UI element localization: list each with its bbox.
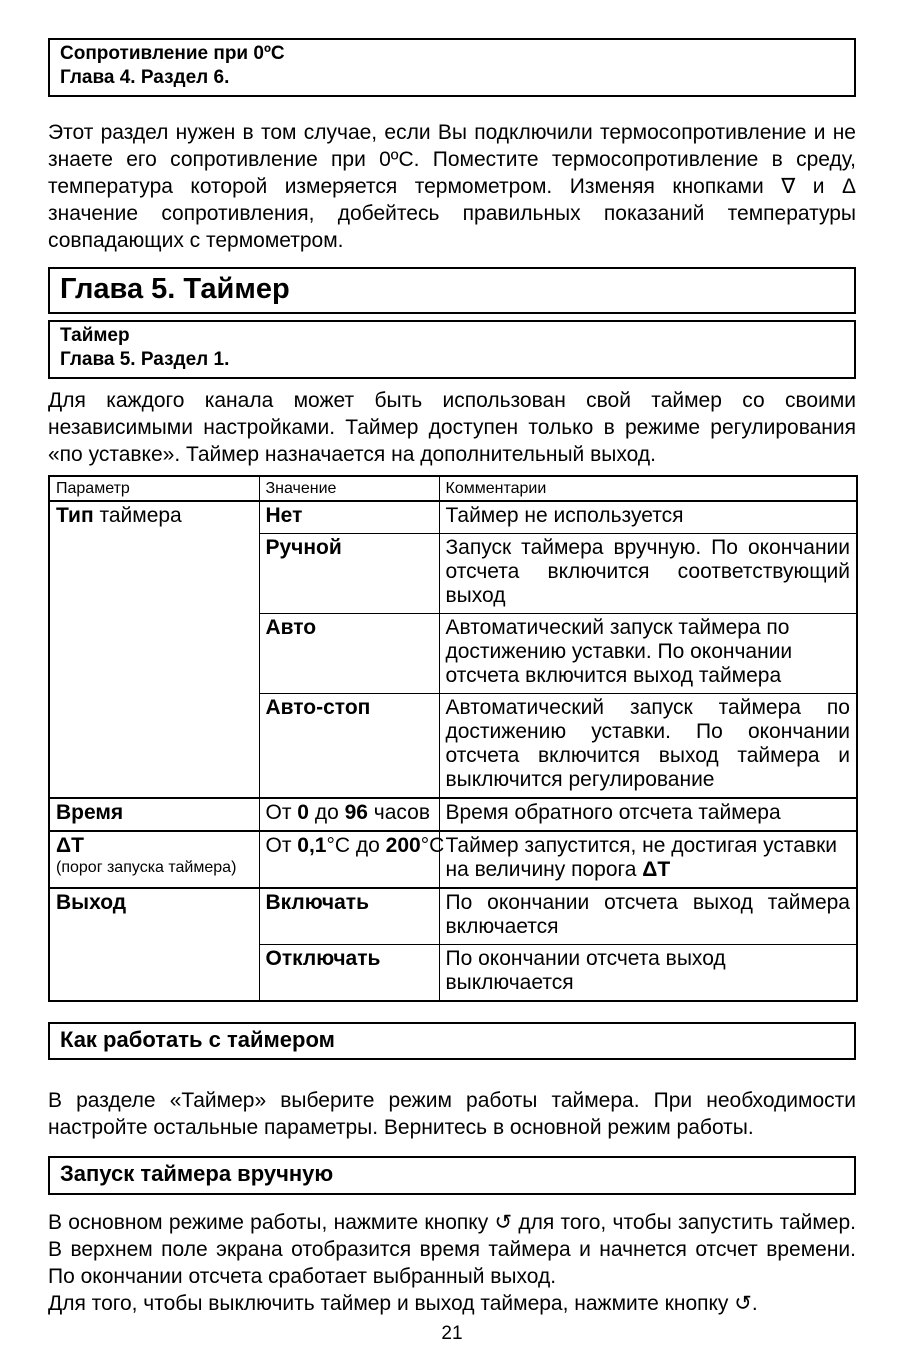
manual-start-paragraph-2: Для того, чтобы выключить таймер и выход таймера, нажмите кнопку ↺.: [48, 1291, 758, 1315]
value-cell: Отключать: [259, 944, 439, 1001]
section-paragraph: Для каждого канала может быть использован свой таймер со своими независимыми настройками. Таймер доступен только в режиме регулирования «по уставке». Таймер назначается на дополнительный выход.: [48, 388, 856, 466]
comment-cell: Время обратного отсчета таймера: [439, 798, 857, 831]
param-cell: Выход: [49, 888, 259, 1001]
manual-start-paragraph-1: В основном режиме работы, нажмите кнопку ↺ для того, чтобы запустить таймер. В верхнем поле экрана отобразится время таймера и начнется отсчет времени. По окончании отсчета сработает выбранный выход.: [48, 1210, 856, 1288]
section-header-box: [48, 320, 856, 379]
value-cell: Авто: [259, 613, 439, 693]
manual-start-heading-box: [48, 1156, 856, 1194]
table-row: [49, 501, 857, 534]
manual-start-heading: Запуск таймера вручную: [60, 1161, 334, 1187]
table-header-row: [49, 476, 857, 501]
table-head: [49, 476, 857, 501]
value-cell: Ручной: [259, 533, 439, 613]
param-cell: ΔТ (порог запуска таймера): [49, 831, 259, 888]
comment-cell: По окончании отсчета выход выключается: [439, 944, 857, 1001]
comment-cell: По окончании отсчета выход таймера включается: [439, 888, 857, 945]
document-page: [48, 0, 856, 1345]
value-cell: От 0 до 96 часов: [259, 798, 439, 831]
comment-cell: Таймер запустится, не достигая уставки на величину порога ΔТ: [439, 831, 857, 888]
how-to-paragraph: В разделе «Таймер» выберите режим работы таймера. При необходимости настройте остальные параметры. Вернитесь в основной режим работы.: [48, 1089, 856, 1140]
comment-cell: Таймер не используется: [439, 501, 857, 534]
value-cell: Авто-стоп: [259, 693, 439, 798]
page-number: 21: [441, 1322, 463, 1344]
value-cell: От 0,1°С до 200°С: [259, 831, 439, 888]
section-subtitle: Глава 5. Раздел 1.: [60, 349, 230, 371]
chapter-heading-box: [48, 267, 856, 314]
prev-section-subtitle: Глава 4. Раздел 6.: [60, 67, 230, 89]
column-header: Комментарии: [439, 476, 857, 501]
param-note: (порог запуска таймера): [56, 858, 237, 876]
column-header: Значение: [259, 476, 439, 501]
timer-parameters-table: [48, 475, 858, 1002]
column-header: Параметр: [49, 476, 259, 501]
comment-cell: Запуск таймера вручную. По окончании отсчета включится соответствующий выход: [439, 533, 857, 613]
param-cell: Время: [49, 798, 259, 831]
section-title: Таймер: [60, 324, 130, 346]
chapter-title: Глава 5. Таймер: [60, 272, 290, 305]
table-row: [49, 831, 857, 888]
comment-cell: Автоматический запуск таймера по достижению уставки. По окончании отсчета включится выход таймера и выключится регулирование: [439, 693, 857, 798]
prev-section-title: Сопротивление при 0ºС: [60, 43, 285, 64]
comment-cell: Автоматический запуск таймера по достижению уставки. По окончании отсчета включится выход таймера: [439, 613, 857, 693]
table-body: [49, 501, 857, 1001]
param-cell: Тип таймера: [49, 501, 259, 798]
value-cell: Нет: [259, 501, 439, 534]
table-row: [49, 888, 857, 945]
intro-paragraph: Этот раздел нужен в том случае, если Вы подключили термосопротивление и не знаете его сопротивление при 0ºС. Поместите термосопротивление в среду, температура которой измеряется термометром. Изменяя кнопками ∇ и Δ значение сопротивления, добейтесь правильных показаний температуры совпадающих с термометром.: [48, 120, 856, 252]
prev-section-header-box: [48, 38, 856, 97]
value-cell: Включать: [259, 888, 439, 945]
table-row: [49, 798, 857, 831]
how-to-heading: Как работать с таймером: [60, 1026, 335, 1052]
how-to-heading-box: [48, 1022, 856, 1060]
